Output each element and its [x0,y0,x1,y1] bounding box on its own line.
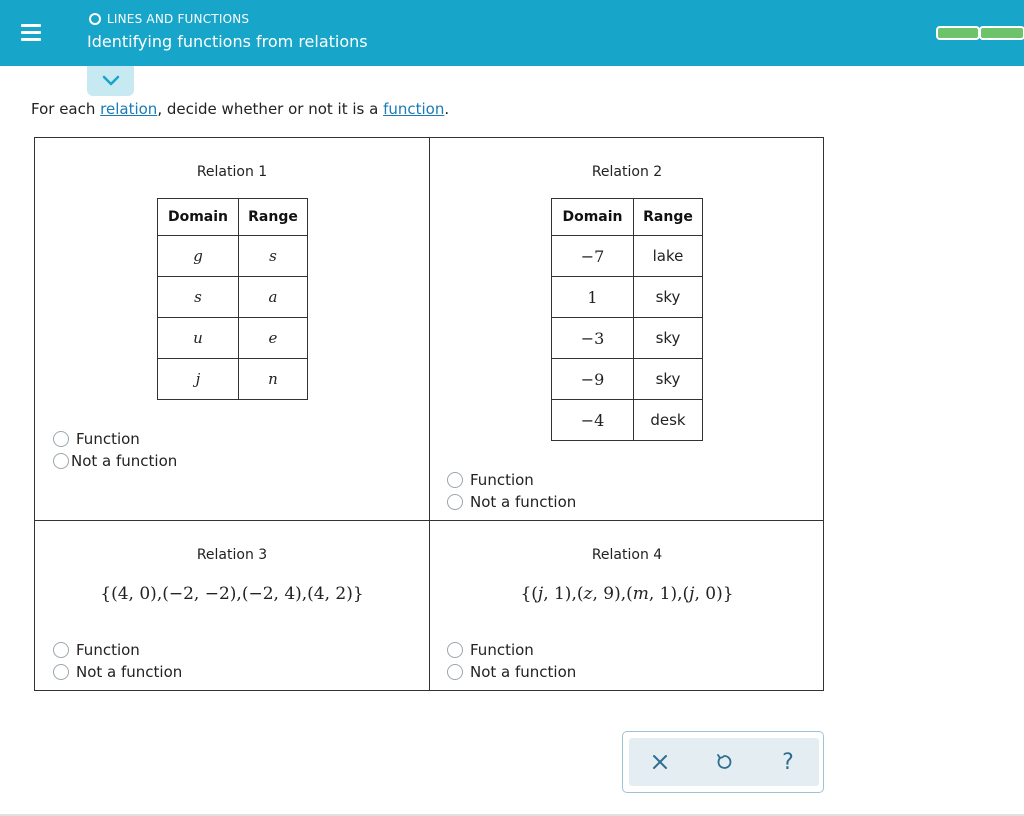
clear-button[interactable] [635,738,685,786]
option-label: Not a function [76,663,183,681]
top-bar [0,0,1024,66]
grid-divider [35,520,823,521]
radio-button[interactable] [53,664,69,680]
help-button[interactable] [763,738,813,786]
range-cell: e [239,318,308,359]
set-variable: m [632,584,649,604]
relation-1-function-option[interactable] [53,430,140,448]
table-row [552,318,703,359]
topic-circle-icon [89,13,101,25]
range-cell: lake [634,236,703,277]
domain-cell: 1 [552,277,634,318]
prompt-text: For each [31,100,101,118]
table-row [158,359,308,400]
function-link[interactable]: function [383,100,445,118]
relation-1-table [157,198,308,400]
radio-button[interactable] [53,453,69,469]
undo-button[interactable] [699,738,749,786]
set-text: , 9),( [592,584,633,604]
set-text: , 1),( [648,584,690,604]
option-label: Function [76,641,140,659]
option-label: Function [470,471,534,489]
radio-button[interactable] [447,472,463,488]
domain-header: Domain [552,199,634,236]
prompt-text: , decide whether or not it is a [157,100,384,118]
relation-4-title: Relation 4 [591,547,663,563]
domain-cell: g [158,236,239,277]
page-title: Identifying functions from relations [87,32,368,51]
progress-segment [936,26,980,40]
relation-2-not-function-option[interactable] [447,493,576,511]
undo-icon [715,753,733,771]
radio-button[interactable] [53,431,69,447]
set-variable: z [583,584,593,604]
domain-cell: j [158,359,239,400]
range-header: Range [634,199,703,236]
relation-3-set: {(4, 0),(−2, −2),(−2, 4),(4, 2)} [100,584,364,604]
relation-3-function-option[interactable] [53,641,140,659]
set-variable: j [689,584,695,604]
question-prompt [31,100,449,118]
table-row [158,318,308,359]
domain-header: Domain [158,199,239,236]
domain-cell: −9 [552,359,634,400]
radio-button[interactable] [53,642,69,658]
relation-3-not-function-option[interactable] [53,663,182,681]
radio-button[interactable] [447,494,463,510]
grid-divider [429,138,430,690]
option-label: Not a function [71,452,178,470]
close-icon [652,754,668,770]
relation-1-not-function-option[interactable] [53,452,177,470]
relations-grid [34,137,824,691]
domain-cell: s [158,277,239,318]
domain-cell: −3 [552,318,634,359]
range-cell: sky [634,277,703,318]
topic-row [89,12,249,26]
table-row [552,277,703,318]
relation-2-table [551,198,703,441]
range-header: Range [239,199,308,236]
set-variable: j [537,584,544,604]
option-label: Not a function [470,663,577,681]
topic-label: LINES AND FUNCTIONS [107,12,250,26]
prompt-text: . [444,100,450,118]
table-row [158,277,308,318]
answer-toolbar [622,731,824,793]
option-label: Function [76,430,140,448]
chevron-down-icon [102,74,120,88]
relation-1-title: Relation 1 [196,164,268,180]
relation-4-function-option[interactable] [447,641,534,659]
relation-4-set [430,584,824,604]
range-cell: n [239,359,308,400]
domain-cell: u [158,318,239,359]
table-row [158,236,308,277]
range-cell: sky [634,318,703,359]
table-row [552,400,703,441]
range-cell: desk [634,400,703,441]
progress-bar [936,26,1024,40]
relation-link[interactable]: relation [100,100,158,118]
radio-button[interactable] [447,642,463,658]
progress-segment [979,26,1024,40]
radio-button[interactable] [447,664,463,680]
range-cell: s [239,236,308,277]
relation-2-title: Relation 2 [591,164,663,180]
relation-3-title: Relation 3 [196,547,268,563]
question-icon: ? [782,749,794,775]
table-row [552,236,703,277]
range-cell: a [239,277,308,318]
collapse-button[interactable] [87,66,134,96]
range-cell: sky [634,359,703,400]
answer-toolbar-inner [629,738,819,786]
table-row [552,359,703,400]
hamburger-icon[interactable] [18,19,46,45]
domain-cell: −7 [552,236,634,277]
option-label: Not a function [470,493,577,511]
option-label: Function [470,641,534,659]
relation-4-not-function-option[interactable] [447,663,576,681]
set-text: {( [520,584,538,604]
set-text: , 0)} [694,584,734,604]
domain-cell: −4 [552,400,634,441]
set-text: , 1),( [543,584,584,604]
relation-2-function-option[interactable] [447,471,534,489]
